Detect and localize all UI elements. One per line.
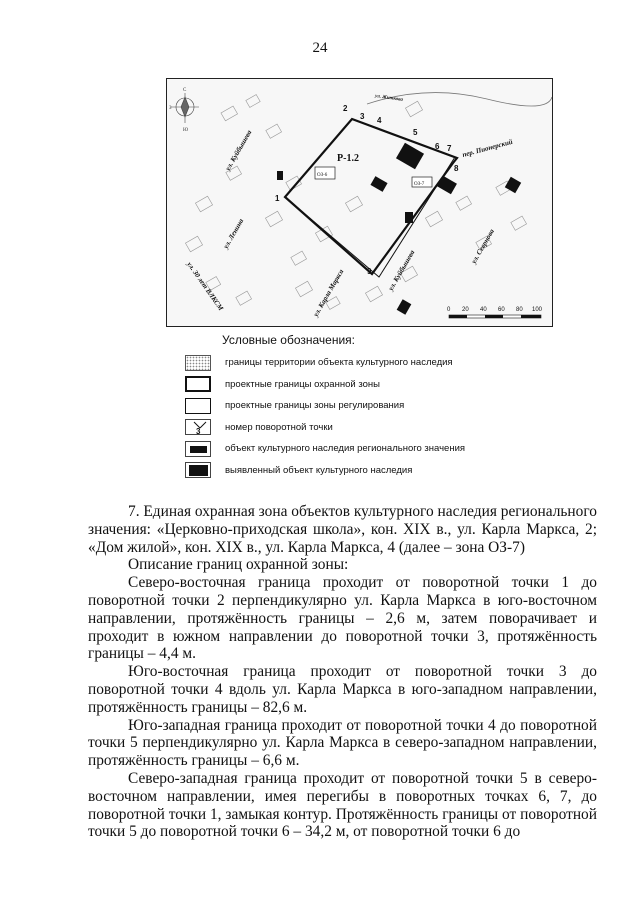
turn-point-6: 6 (435, 142, 440, 151)
legend-label: проектные границы зоны регулирования (225, 400, 405, 412)
legend-item (185, 374, 565, 396)
turn-point-icon (185, 419, 211, 435)
compass-rose-icon (171, 93, 199, 123)
protection-zone-boundary (285, 119, 457, 274)
legend-label: проектные границы охранной зоны (225, 378, 380, 390)
scale-tick-60: 60 (498, 307, 505, 313)
street-vlksm: ул. 30 лет ВЛКСМ (185, 260, 225, 313)
legend-title: Условные обозначения: (222, 333, 355, 347)
identified-object-1 (437, 176, 457, 194)
body-text (88, 503, 597, 841)
scale-tick-100: 100 (532, 307, 543, 313)
paragraph-northeast-border: Северо-восточная граница проходит от поворотной точки 1 до поворотной точки 2 перпендикулярно ул. Карла Маркса в юго-восточном направлении, протяжённость границы – 2,6 м, затем поворачивает и проходит в южном направлении до поворотной точки 3, протяжённость границы – 4,4 м. (88, 574, 597, 663)
map-drawing (167, 79, 552, 326)
scale-tick-0: 0 (447, 307, 451, 313)
turn-point-8: 8 (454, 164, 459, 173)
compass-west: З (169, 106, 172, 111)
legend-label: номер поворотной точки (225, 421, 333, 433)
turn-point-sample: 3 (196, 427, 201, 437)
legend-label: границы территории объекта культурного наследия (225, 357, 453, 369)
identified-object-5 (405, 212, 413, 223)
compass-north: С (183, 88, 187, 93)
background-buildings (185, 95, 526, 310)
paragraph-zone-title: 7. Единая охранная зона объектов культурного наследия регионального значения: «Церковно-приходская школа», кон. XIX в., ул. Карла Маркса, 2; «Дом жилой», кон. XIX в., ул. Карла Маркса, 4 (далее – зона ОЗ-7) (88, 503, 597, 556)
legend-item (185, 460, 565, 482)
legend-item (185, 417, 565, 439)
heritage-object-1 (396, 143, 424, 170)
turn-point-5: 5 (413, 128, 418, 137)
turn-point-1: 1 (275, 194, 280, 203)
street-sevrnova: ул. Севрнова (469, 227, 496, 265)
oz7-label: ОЗ-7 (414, 182, 425, 187)
paragraph-southeast-border: Юго-восточная граница проходит от поворотной точки 3 до поворотной точки 4 вдоль ул. Карла Маркса в юго-западном направлении, протяжённость границы – 82,6 м. (88, 663, 597, 716)
turn-point-4: 4 (377, 116, 382, 125)
legend-label: выявленный объект культурного наследия (225, 464, 413, 476)
identified-object-3 (397, 299, 412, 314)
identified-object-icon (185, 462, 211, 478)
paragraph-southwest-border: Юго-западная граница проходит от поворотной точки 4 до поворотной точки 5 перпендикулярно ул. Карла Маркса в северо-западном направлении, протяжённость границы – 6,6 м. (88, 716, 597, 770)
scale-tick-40: 40 (480, 307, 487, 313)
legend-item (185, 395, 565, 417)
regulation-zone-boundary (285, 119, 455, 277)
scale-bar (447, 307, 543, 318)
turn-point-3: 3 (360, 112, 365, 121)
legend (185, 352, 565, 481)
street-pionersky: пер. Пионерский (461, 137, 514, 159)
turn-point-2: 2 (343, 104, 348, 113)
zone-label: Р-1.2 (337, 153, 359, 164)
turn-point-7: 7 (447, 144, 452, 153)
paragraph-description-heading: Описание границ охранной зоны: (128, 556, 349, 574)
street-zhitkova: ул. Житкова (374, 94, 404, 103)
heritage-object-icon (185, 441, 211, 457)
thick-border-icon (185, 376, 211, 392)
identified-object-4 (277, 171, 283, 180)
oz6-label: ОЗ-6 (317, 173, 328, 178)
site-map (166, 78, 553, 327)
scale-tick-80: 80 (516, 307, 523, 313)
compass-south: Ю (183, 128, 189, 133)
turn-point-9: 9 (367, 267, 372, 276)
paragraph-northwest-border: Северо-западная граница проходит от поворотной точки 5 в северо-восточном направлении, имея перегибы в поворотных точках 6, 7, до поворотной точки 1, замыкая контур. Протяжённость границы от поворотной точки 5 до поворотной точки 6 – 34,2 м, от поворотной точки 6 до (88, 769, 597, 841)
heritage-object-2 (370, 176, 387, 192)
hatch-icon (185, 355, 211, 371)
page-number: 24 (312, 40, 328, 56)
street-karla-marksa: ул. Карла Маркса (311, 267, 346, 318)
street-kuibysheva-top: ул. Куйбышева (223, 128, 254, 172)
street-kuibysheva-bottom: ул. Куйбышева (386, 248, 417, 292)
identified-object-2 (505, 177, 521, 193)
legend-item (185, 438, 565, 460)
scale-tick-20: 20 (462, 307, 469, 313)
street-lenina: ул. Ленина (221, 217, 246, 250)
legend-label: объект культурного наследия регионального значения (225, 443, 466, 455)
legend-item (185, 352, 565, 374)
thin-border-icon (185, 398, 211, 414)
